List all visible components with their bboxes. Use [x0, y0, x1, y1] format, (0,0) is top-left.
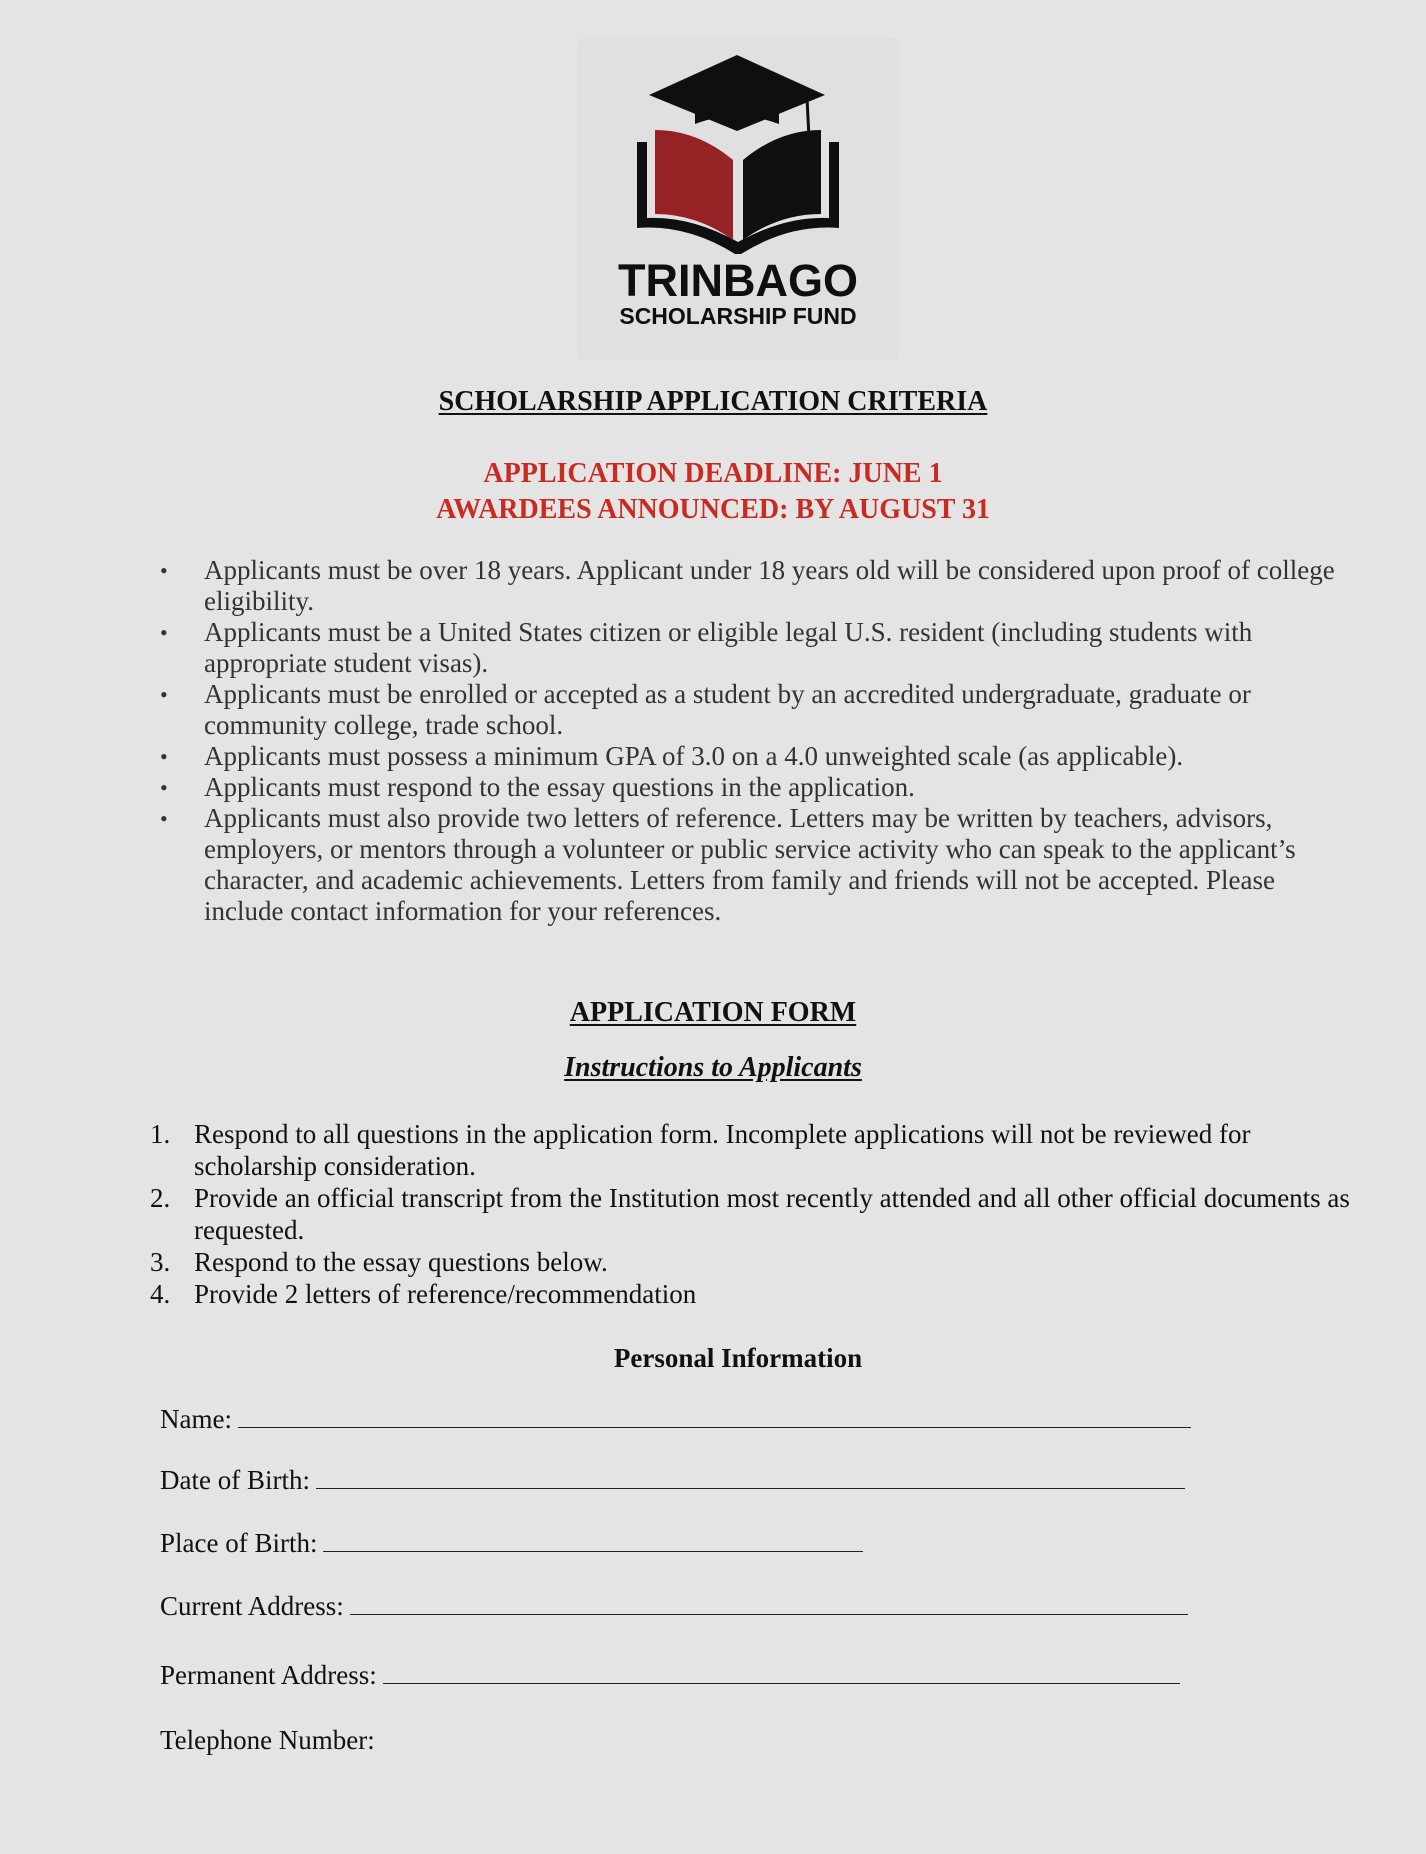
- item-number: 2.: [150, 1183, 171, 1213]
- instruction-text: Provide an official transcript from the Institution most recently attended and all other official documents as requested.: [194, 1183, 1350, 1245]
- item-number: 3.: [150, 1247, 171, 1277]
- bullet-icon: •: [160, 682, 168, 707]
- pob-field[interactable]: [160, 1528, 863, 1559]
- instruction-text: Respond to all questions in the application form. Incomplete applications will not be reviewed for scholarship consideration.: [194, 1119, 1251, 1181]
- name-label: Name:: [160, 1404, 232, 1434]
- personal-information-heading: Personal Information: [613, 1343, 863, 1373]
- current-address-input-line[interactable]: [350, 1592, 1188, 1615]
- criteria-item-text: Applicants must respond to the essay questions in the application.: [204, 772, 915, 802]
- application-deadline: APPLICATION DEADLINE: JUNE 1: [483, 458, 943, 489]
- list-item: [160, 803, 1344, 927]
- name-field[interactable]: [160, 1404, 1191, 1435]
- list-item: [150, 1246, 1374, 1278]
- pob-label: Place of Birth:: [160, 1528, 318, 1558]
- dob-field[interactable]: [160, 1465, 1185, 1496]
- dob-label: Date of Birth:: [160, 1465, 310, 1495]
- logo-subtitle: SCHOLARSHIP FUND: [619, 303, 857, 329]
- logo-title: TRINBAGO: [618, 255, 858, 306]
- list-item: [160, 555, 1344, 617]
- criteria-item-text: Applicants must possess a minimum GPA of 3.0 on a 4.0 unweighted scale (as applicable).: [204, 741, 1184, 771]
- item-number: 1.: [150, 1119, 171, 1149]
- item-number: 4.: [150, 1279, 171, 1309]
- pob-input-line[interactable]: [323, 1529, 863, 1552]
- list-item: [150, 1278, 1374, 1310]
- list-item: [160, 617, 1344, 679]
- instructions-heading: Instructions to Applicants: [564, 1052, 862, 1083]
- list-item: [160, 772, 1344, 803]
- dob-input-line[interactable]: [316, 1466, 1185, 1489]
- permanent-address-input-line[interactable]: [383, 1661, 1180, 1684]
- list-item: [160, 679, 1344, 741]
- permanent-address-label: Permanent Address:: [160, 1660, 377, 1690]
- instruction-text: Provide 2 letters of reference/recommendation: [194, 1279, 697, 1309]
- application-form-heading: APPLICATION FORM: [569, 997, 857, 1028]
- current-address-field[interactable]: [160, 1591, 1188, 1622]
- name-input-line[interactable]: [238, 1405, 1191, 1428]
- deadline-block: [0, 456, 1426, 528]
- trinbago-logo: [577, 38, 899, 360]
- bullet-icon: •: [160, 558, 168, 583]
- criteria-item-text: Applicants must be a United States citizen or eligible legal U.S. resident (including students with appropriate student visas).: [204, 617, 1253, 678]
- list-item: [150, 1182, 1374, 1246]
- criteria-item-text: Applicants must be enrolled or accepted as a student by an accredited undergraduate, graduate or community college, trade school.: [204, 679, 1251, 740]
- criteria-heading: SCHOLARSHIP APPLICATION CRITERIA: [438, 386, 988, 417]
- instruction-text: Respond to the essay questions below.: [194, 1247, 608, 1277]
- bullet-icon: •: [160, 775, 168, 800]
- criteria-item-text: Applicants must be over 18 years. Applicant under 18 years old will be considered upon proof of college eligibility.: [204, 555, 1335, 616]
- criteria-item-text: Applicants must also provide two letters of reference. Letters may be written by teachers, advisors, employers, or mentors through a volunteer or public service activity who can speak to the applicant’s character, and academic achievements. Letters from family and friends will not be accepted. Please include contact information for your references.: [204, 803, 1296, 926]
- bullet-icon: •: [160, 744, 168, 769]
- current-address-label: Current Address:: [160, 1591, 344, 1621]
- awardees-announced: AWARDEES ANNOUNCED: BY AUGUST 31: [436, 494, 990, 525]
- bullet-icon: •: [160, 806, 168, 831]
- graduation-cap-book-icon: [577, 38, 899, 360]
- permanent-address-field[interactable]: [160, 1660, 1180, 1691]
- instructions-list: [150, 1118, 1374, 1310]
- list-item: [160, 741, 1344, 772]
- telephone-label: Telephone Number:: [160, 1725, 375, 1755]
- telephone-field: [160, 1725, 375, 1756]
- list-item: [150, 1118, 1374, 1182]
- criteria-list: [160, 555, 1344, 927]
- bullet-icon: •: [160, 620, 168, 645]
